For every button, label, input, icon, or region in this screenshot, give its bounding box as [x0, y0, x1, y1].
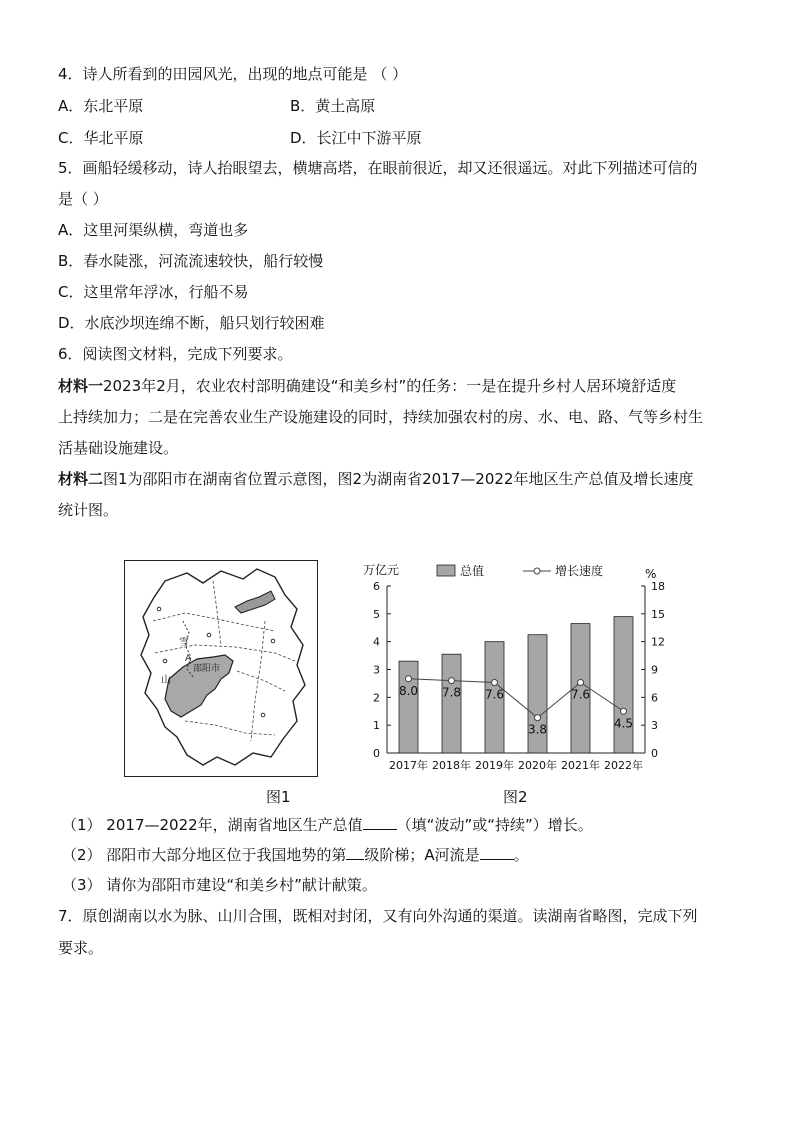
chart-tick-label-left: 0 [373, 747, 380, 760]
q5-stem-line2: 是（ ） [58, 190, 108, 208]
hunan-map-drawing [125, 561, 316, 775]
q7-line1: 7．原创湖南以水为脉、山川合围，既相对封闭，又有向外沟通的渠道。读湖南省略图，完成下列 [58, 907, 698, 925]
chart-ylabel-right: % [645, 567, 657, 581]
chart-growth-point [621, 708, 627, 714]
q4-stem: 4．诗人所看到的田园风光，出现的地点可能是 （ ） [58, 65, 408, 83]
q6-sub2 [62, 845, 529, 865]
chart-growth-label: 7.6 [484, 687, 505, 702]
chart-category-label: 2022年 [604, 759, 643, 772]
chart-bar [614, 617, 633, 753]
q4-option-a: A．东北平原 [58, 97, 144, 115]
q4-option-c: C．华北平原 [58, 129, 144, 147]
chart-tick-label-right: 9 [651, 663, 658, 677]
q6-material1-line3: 活基础设施建设。 [58, 439, 179, 457]
material2-label: 材料二 [58, 470, 104, 488]
q6-material1-line2: 上持续加力；二是在完善农业生产设施建设的同时，持续加强农村的房、水、电、路、气等乡村生 [58, 408, 704, 426]
map-label-a: A [185, 654, 192, 664]
q5-option-c: C．这里常年浮冰，行船不易 [58, 283, 249, 301]
chart-tick-label-left: 4 [373, 635, 380, 649]
chart-growth-line [409, 679, 624, 718]
chart-bar [399, 661, 418, 753]
chart-ylabel-left: 万亿元 [363, 563, 400, 577]
q7-line2: 要求。 [58, 939, 104, 957]
legend-line-marker [534, 568, 540, 574]
q6-stem: 6．阅读图文材料，完成下列要求。 [58, 345, 293, 363]
material1-label: 材料一 [58, 377, 104, 395]
chart-tick-label-right: 18 [651, 580, 665, 593]
q5-stem-line1: 5．画船轻缓移动，诗人抬眼望去，横塘高塔，在眼前很近，却又还很遥远。对此下列描述可信的 [58, 159, 698, 177]
chart-category-label: 2019年 [475, 759, 514, 772]
legend-line-label: 增长速度 [555, 564, 604, 578]
fig1-caption: 图1 [266, 788, 291, 806]
gdp-growth-chart [355, 560, 675, 780]
chart-tick-label-left: 1 [373, 719, 380, 733]
chart-growth-point [449, 678, 455, 684]
chart-category-label: 2020年 [518, 759, 557, 772]
chart-tick-label-right: 3 [651, 719, 658, 733]
chart-growth-label: 4.5 [613, 716, 634, 731]
sub2-post: 。 [513, 846, 529, 864]
chart-tick-label-left: 5 [373, 607, 380, 621]
q4-option-d: D．长江中下游平原 [290, 129, 422, 147]
chart-growth-label: 7.8 [441, 685, 462, 700]
sub1-blank[interactable] [363, 815, 397, 830]
map-label-city: 邵阳市 [193, 664, 221, 674]
chart-growth-point [535, 715, 541, 721]
chart-growth-label: 3.8 [527, 722, 548, 737]
material1-text: 2023年2月，农业农村部明确建设“和美乡村”的任务：一是在提升乡村人居环境舒适度 [103, 377, 677, 395]
q6-material2-line1 [58, 469, 693, 489]
q5-option-b: B．春水陡涨，河流流速较快，船行较慢 [58, 252, 324, 270]
sub2-blank-2[interactable] [480, 845, 514, 860]
chart-growth-point [406, 676, 412, 682]
q6-material2-line2: 统计图。 [58, 501, 119, 519]
chart-tick-label-left: 3 [373, 663, 380, 677]
q4-option-b: B．黄土高原 [290, 97, 376, 115]
material2-text: 图1为邵阳市在湖南省位置示意图，图2为湖南省2017—2022年地区生产总值及增长速度 [103, 470, 694, 488]
q6-sub3: （3） 请你为邵阳市建设“和美乡村”献计献策。 [62, 876, 377, 894]
chart-bar [442, 654, 461, 753]
chart-tick-label-right: 6 [651, 691, 658, 705]
q5-option-a: A．这里河渠纵横，弯道也多 [58, 221, 249, 239]
chart-tick-label-left: 2 [373, 691, 380, 705]
legend-bar-label: 总值 [460, 564, 485, 578]
hunan-location-map [124, 560, 318, 777]
chart-category-label: 2021年 [561, 759, 600, 772]
legend-bar-swatch [437, 565, 455, 576]
sub1-pre: （1） 2017—2022年，湖南省地区生产总值 [62, 816, 363, 834]
chart-growth-point [578, 679, 584, 685]
sub2-mid: 级阶梯；A河流是 [364, 846, 480, 864]
map-label-mountain: 山 [161, 675, 171, 686]
chart-tick-label-right: 15 [651, 607, 665, 621]
chart-growth-point [492, 679, 498, 685]
q6-material1-line1 [58, 376, 676, 396]
chart-category-label: 2017年 [389, 759, 428, 772]
fig2-caption: 图2 [503, 788, 528, 806]
map-label-river: 雪 [179, 637, 189, 648]
sub1-post: （填“波动”或“持续”）增长。 [396, 816, 593, 834]
chart-tick-label-left: 6 [373, 580, 380, 593]
chart-tick-label-right: 12 [651, 635, 665, 649]
sub2-pre: （2） 邵阳市大部分地区位于我国地势的第 [62, 846, 347, 864]
chart-growth-label: 8.0 [398, 683, 419, 698]
q5-option-d: D．水底沙坝连绵不断，船只划行较困难 [58, 314, 325, 332]
chart-growth-label: 7.6 [570, 687, 591, 702]
q6-sub1 [62, 815, 593, 835]
sub2-blank-1[interactable] [346, 845, 364, 860]
chart-tick-label-right: 0 [651, 747, 658, 760]
chart-category-label: 2018年 [432, 759, 471, 772]
